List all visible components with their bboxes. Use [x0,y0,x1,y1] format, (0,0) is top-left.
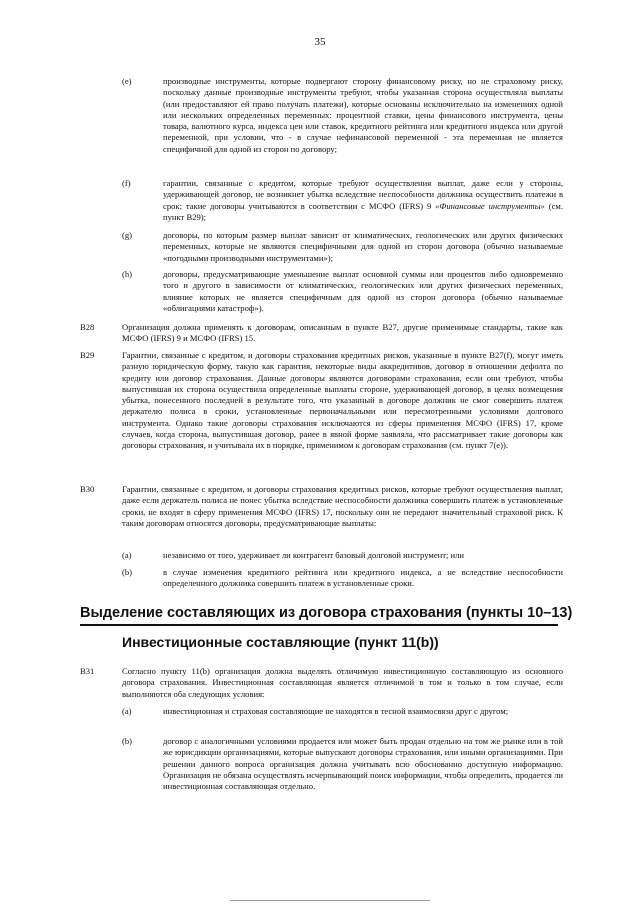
paragraph-b29-label: B29 [80,350,95,360]
b30-item-a-text: независимо от того, удерживает ли контрагент базовый долговой инструмент; или [163,550,465,560]
paragraph-b29-text: Гарантии, связанные с кредитом, и договоры страхования кредитных рисков, указанные в пункте B27(f), могут иметь разную юридическую форму, такую как гарантия, некоторые виды аккредитивов, договор в отношении дефолта по кредиту или договор страхования. Данные договоры являются договорами страхования, если они требуют, чтобы выпустившая их сторона осуществила определенные выплаты стороне, удерживающей договор, в целях возмещения убытка, понесенного последней в результате того, что указанный в договоре должник не смог совершить платеж держателю полиса в сроки, установленные первоначальными или пересмотренными условиями долгового инструмента. Однако такие договоры страхования исключаются из сферы применения МСФО (IFRS) 17, кроме случаев, когда сторона, выпустившая договор, ранее в явной форме заявляла, что рассматривает такие договоры как договоры страхования, и учитывала их в порядке, применимом к договорам страхования (см. пункт 7(e)). [122,350,563,451]
paragraph-b28-text: Организация должна применять к договорам, описанным в пункте B27, другие применимые стандарты, такие как МСФО (IFRS) 9 и МСФО (IFRS) 15. [122,322,563,344]
item-g-label: (g) [122,230,133,240]
b30-item-a-label: (a) [122,550,132,560]
item-f-text [163,178,563,223]
paragraph-b30-label: B30 [80,484,95,494]
section-heading: Выделение составляющих из договора страхования (пункты 10–13) [80,605,573,621]
paragraph-b28-label: B28 [80,322,95,332]
b31-item-b-label: (b) [122,736,133,746]
item-g-text: договоры, по которым размер выплат зависит от климатических, геологических или других физических переменных, которые не являются специфичными для одной из сторон договора (обычно называемые «погодными производными инструментами»); [163,230,563,263]
section-heading-underline [80,624,558,626]
paragraph-b30-text: Гарантии, связанные с кредитом, и договоры страхования кредитных рисков, которые требуют осуществления выплат, даже если держатель полиса не понес убытка вследствие неспособности должника совершить платеж в установленные сроки, не входят в сферу применения МСФО (IFRS) 17, поскольку они не передают значительный страховой риск. К таким договорам относятся договоры, предусматривающие выплаты: [122,484,563,528]
item-f-reference: (см. пункт B29); [163,200,563,222]
b31-item-b-text: договор с аналогичными условиями продается или может быть продан отдельно на том же рынке или в той же юрисдикции организациями, которые выпускают договоры страхования, или иными организациями. При решении данного вопроса организация должна учитывать всю обоснованно доступную информацию. Организация не обязана осуществлять исчерпывающий поиск информации, чтобы определить, продается ли инвестиционная составляющая отдельно. [163,736,563,792]
paragraph-b31-label: B31 [80,666,95,676]
page-number: 35 [314,36,326,48]
item-h-text: договоры, предусматривающие уменьшение выплат основной суммы или процентов либо одновременно того и другого в зависимости от климатических, геологических или других физических переменных, влияние которых не является специфичным для одной из сторон договора (обычно называемые «облигациями катастроф»). [163,269,563,313]
item-h-label: (h) [122,269,133,279]
item-f-label: (f) [122,178,131,188]
subsection-heading: Инвестиционные составляющие (пункт 11(b)) [122,634,439,650]
b31-item-a-label: (a) [122,706,132,716]
b30-item-b-text: в случае изменения кредитного рейтинга или кредитного индекса, а не вследствие неспособности определенного должника совершить платеж в установленные сроки. [163,567,563,589]
b31-item-a-text: инвестиционная и страховая составляющие не находятся в тесной взаимосвязи друг с другом; [163,706,509,716]
scan-edge-line [230,900,430,901]
paragraph-b31-text: Согласно пункту 11(b) организация должна выделять отличимую инвестиционную составляющую из основного договора страхования. Инвестиционная составляющая является отличимой в том и только в том случае, если выполняются оба следующих условия: [122,666,563,699]
item-f-text-main: гарантии, связанные с кредитом, которые требуют осуществления выплат, даже если у стороны, удерживающей договор, не возникнет убытка вследствие неспособности должника осуществить платежи в срок; такие договоры учитываются в соответствии с МСФО (IFRS) 9 [163,178,563,211]
item-e-text: производные инструменты, которые подвергают сторону финансовому риску, но не страховому риску, поскольку данные производные инструменты требуют, чтобы указанная сторона осуществляла выплаты (или предоставляют ей право получать платежи), которые основаны исключительно на изменениях одной или нескольких определенных переменных: процентной ставки, цены финансового инструмента, цены товара, валютного курса, индекса цен или ставок, кредитного рейтинга или кредитного индекса или другой переменной, при условии, что - в случае нефинансовой переменной - эта переменная не является специфичной для одной из сторон по договору; [163,76,563,154]
b30-item-b-label: (b) [122,567,133,577]
item-e-label: (e) [122,76,132,86]
item-f-standard-title: «Финансовые инструменты» [435,200,545,211]
